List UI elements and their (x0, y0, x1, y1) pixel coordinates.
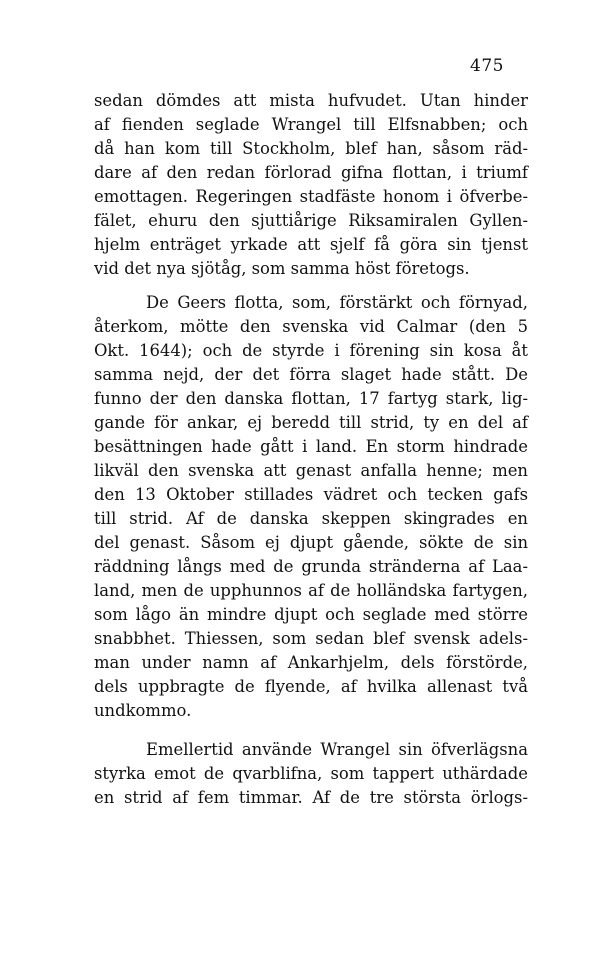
text-line: Okt. 1644); och de styrde i förening sin kosa åt (94, 341, 528, 360)
paragraph-3 (94, 738, 528, 810)
paragraph-2 (94, 291, 528, 723)
text-line: till strid. Af de danska skeppen skingrades en (94, 509, 528, 528)
page-number: 475 (470, 56, 504, 76)
text-line: af fienden seglade Wrangel till Elfsnabben; och (94, 115, 528, 134)
text-line: sedan dömdes att mista hufvudet. Utan hinder (94, 91, 528, 110)
text-line: vid det nya sjötåg, som samma höst företogs. (94, 259, 470, 278)
text-line: funno der den danska flottan, 17 fartyg stark, lig- (94, 389, 528, 408)
text-line: fälet, ehuru den sjuttiårige Riksamiralen Gyllen- (94, 211, 528, 230)
text-line: en strid af fem timmar. Af de tre största örlogs- (94, 788, 528, 807)
text-line: gande för ankar, ej beredd till strid, ty en del af (94, 413, 528, 432)
text-line: styrka emot de qvarblifna, som tappert uthärdade (94, 764, 528, 783)
text-line: emottagen. Regeringen stadfäste honom i öfverbe- (94, 187, 528, 206)
text-line: återkom, mötte den svenska vid Calmar (den 5 (94, 317, 528, 336)
text-line: dels uppbragte de flyende, af hvilka allenast två (94, 677, 528, 696)
text-line: samma nejd, der det förra slaget hade stått. De (94, 365, 528, 384)
text-line: som lågo än mindre djupt och seglade med större (94, 605, 528, 624)
text-line: besättningen hade gått i land. En storm hindrade (94, 437, 528, 456)
text-line: man under namn af Ankarhjelm, dels förstörde, (94, 653, 528, 672)
text-line: del genast. Såsom ej djupt gående, sökte de sin (94, 533, 528, 552)
text-line: hjelm enträget yrkade att sjelf få göra sin tjenst (94, 235, 528, 254)
text-line: snabbhet. Thiessen, som sedan blef svensk adels- (94, 629, 528, 648)
paragraph-1 (94, 89, 528, 281)
text-line: likväl den svenska att genast anfalla henne; men (94, 461, 528, 480)
text-line: land, men de upphunnos af de holländska fartygen, (94, 581, 528, 600)
text-line: dare af den redan förlorad gifna flottan, i triumf (94, 163, 528, 182)
text-line: Emellertid använde Wrangel sin öfverlägsna (146, 740, 528, 759)
text-line: De Geers flotta, som, förstärkt och förnyad, (146, 293, 528, 312)
text-line: den 13 Oktober stillades vädret och tecken gafs (94, 485, 528, 504)
text-line: undkommo. (94, 701, 192, 720)
text-line: räddning långs med de grunda stränderna af Laa- (94, 557, 528, 576)
text-line: då han kom till Stockholm, blef han, såsom räd- (94, 139, 528, 158)
